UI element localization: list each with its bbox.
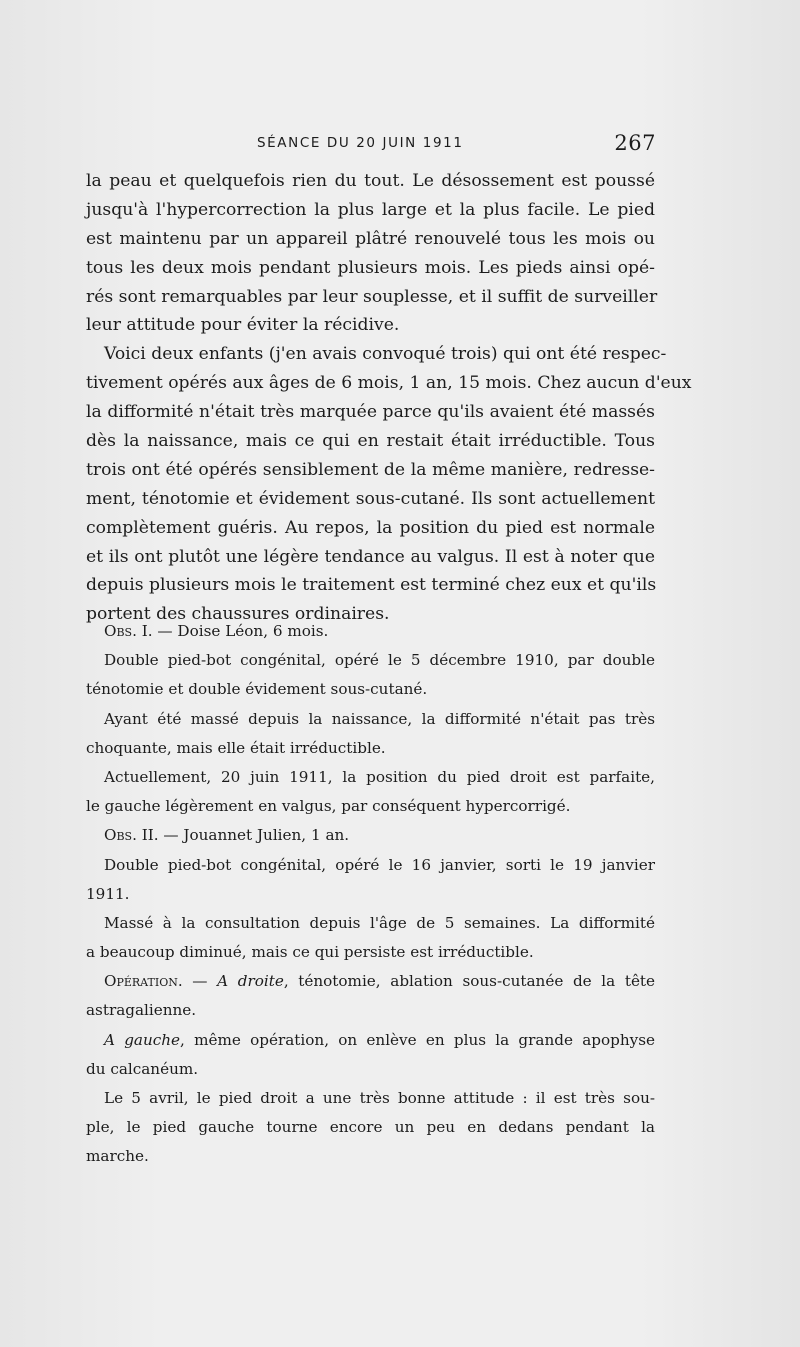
text-line: la difformité n'était très marquée parce qu'ils avaient été massés	[86, 402, 655, 423]
text-line: marche.	[86, 1147, 149, 1166]
text-line: Double pied-bot congénital, opéré le 5 décembre 1910, par double	[104, 651, 655, 670]
operation-dash: —	[182, 972, 218, 991]
obs1-heading	[86, 617, 655, 646]
text-line: Massé à la consultation depuis l'âge de 5 semaines. La difformité	[104, 913, 655, 932]
obs1-label: Obs. I.	[104, 622, 153, 640]
text-line: rés sont remarquables par leur souplesse, et il suffit de surveiller	[86, 286, 658, 307]
running-head: SÉANCE DU 20 JUIN 1911	[257, 135, 464, 151]
text-line: ment, ténotomie et évidement sous-cutané. Ils sont actuellement	[86, 488, 655, 509]
text-line: leur attitude pour éviter la récidive.	[86, 315, 400, 336]
operation-text: , ténotomie, ablation sous-cutanée de la tête	[283, 972, 656, 991]
text-line: complètement guéris. Au repos, la position du pied est normale	[86, 517, 655, 538]
operation-line	[86, 967, 655, 996]
text-line: Le 5 avril, le pied droit a une très bonne attitude : il est très sou-	[104, 1089, 655, 1107]
text-line: dès la naissance, mais ce qui en restait était irréductible. Tous	[86, 431, 655, 452]
text-line: et ils ont plutôt une légère tendance au valgus. Il est à noter que	[86, 546, 655, 567]
text-line: ple, le pied gauche tourne encore un peu en dedans pendant la	[86, 1118, 655, 1137]
text-line: Ayant été massé depuis la naissance, la difformité n'était pas très	[104, 709, 655, 728]
obs1-name: — Doise Léon, 6 mois.	[152, 622, 329, 640]
obs2-heading	[86, 821, 655, 850]
text-line: tivement opérés aux âges de 6 mois, 1 an, 15 mois. Chez aucun d'eux	[86, 373, 692, 394]
body-text	[86, 167, 692, 629]
text-line: Actuellement, 20 juin 1911, la position du pied droit est parfaite,	[104, 767, 655, 786]
text-line: Double pied-bot congénital, opéré le 16 janvier, sorti le 19 janvier	[104, 855, 655, 874]
obs2-label: Obs. II.	[104, 826, 159, 845]
text-line: choquante, mais elle était irréductible.	[86, 738, 386, 757]
text-line: ténotomie et double évidement sous-cutané.	[86, 680, 428, 699]
operation-side: A droite	[217, 972, 284, 991]
text-line: trois ont été opérés sensiblement de la même manière, redresse-	[86, 459, 655, 480]
text-line: depuis plusieurs mois le traitement est terminé chez eux et qu'ils	[86, 575, 657, 596]
page-header	[86, 131, 656, 157]
text-line: la peau et quelquefois rien du tout. Le désossement est poussé	[86, 171, 655, 191]
text-line: 1911.	[86, 884, 130, 903]
left-text: , même opération, on enlève en plus la grande apophyse	[180, 1030, 655, 1049]
page-number: 267	[614, 131, 656, 155]
text-line: portent des chaussures ordinaires.	[86, 604, 390, 625]
text-line: est maintenu par un appareil plâtré renouvelé tous les mois ou	[86, 228, 655, 249]
text-line: tous les deux mois pendant plusieurs mois. Les pieds ainsi opé-	[86, 257, 655, 278]
left-side: A gauche	[104, 1030, 181, 1049]
text-line: Voici deux enfants (j'en avais convoqué trois) qui ont été respec-	[104, 344, 667, 365]
left-side-line	[86, 1026, 655, 1055]
obs2-name: — Jouannet Julien, 1 an.	[158, 826, 350, 845]
text-line: astragalienne.	[86, 1001, 197, 1020]
observations	[86, 617, 655, 1172]
text-line: du calcanéum.	[86, 1059, 199, 1078]
text-line: jusqu'à l'hypercorrection la plus large et la plus facile. Le pied	[86, 199, 655, 220]
operation-label: Opération.	[104, 972, 183, 991]
text-line: le gauche légèrement en valgus, par conséquent hypercorrigé.	[86, 797, 571, 816]
text-line: a beaucoup diminué, mais ce qui persiste est irréductible.	[86, 943, 534, 962]
